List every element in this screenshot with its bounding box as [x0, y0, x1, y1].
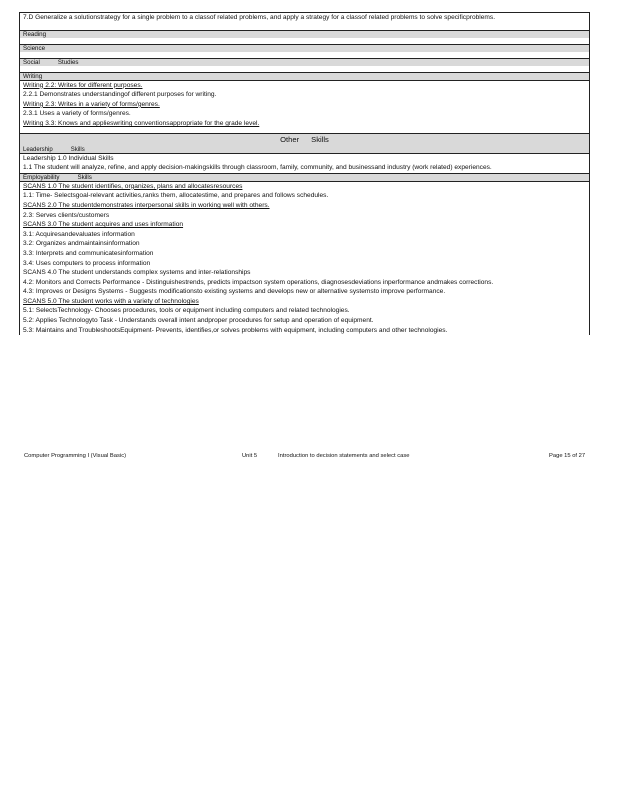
- employability-skill-item: SCANS 1.0 The student identifies, organizes, plans and allocatesresources: [23, 182, 243, 190]
- writing-standard-item: 2.2.1 Demonstrates understandingof different purposes for writing.: [23, 91, 217, 99]
- footer-unit-title: Introduction to decision statements and select case: [278, 453, 410, 459]
- writing-header: Writing: [20, 72, 589, 81]
- footer-course: Computer Programming I (Visual Basic): [24, 453, 127, 459]
- employability-skill-item: SCANS 3.0 The student acquires and uses information: [23, 221, 184, 229]
- employability-skill-item: SCANS 5.0 The student works with a variety of technologies: [23, 297, 199, 305]
- employability-skill-item: 3.1: Acquiresandevaluates information: [23, 230, 135, 238]
- writing-standard-item: Writing 3.3: Knows and applieswriting conventionsappropriate for the grade level.: [23, 119, 260, 127]
- science-header: Science: [20, 44, 589, 52]
- employability-skill-item: 3.2: Organizes andmaintainsinformation: [23, 240, 140, 248]
- leadership-list: [20, 153, 589, 173]
- writing-standard-item: Writing 2.2: Writes for different purposes.: [23, 81, 143, 89]
- employability-skill-item: 4.3: Improves or Designs Systems - Suggests modificationsto existing systems and develops new or alternative systemsto improve performance.: [23, 288, 446, 296]
- reading-header: Reading: [20, 30, 589, 38]
- leadership-skill-item: 1.1 The student will analyze, refine, and apply decision-makingskills through classroom, family, community, and businessand industry (work related) experiences.: [23, 164, 492, 172]
- employability-skill-item: SCANS 4.0 The student understands complex systems and inter-relationships: [23, 269, 251, 277]
- employability-skill-item: 3.4: Uses computers to process information: [23, 259, 151, 267]
- standard-7d-text: 7.D Generalize a solutionstrategy for a single problem to a classof related problems, and apply a strategy for a classof related problems to solve specificproblems.: [20, 12, 589, 23]
- employability-skill-item: 2.3: Serves clients/customers: [23, 211, 110, 219]
- other-skills-header: Other Skills Leadership Skills: [20, 133, 589, 153]
- footer-page-number: Page 15 of 27: [549, 453, 586, 459]
- social-studies-header: Social Studies: [20, 58, 589, 66]
- footer-unit: Unit 5: [242, 453, 258, 459]
- employability-skill-item: 4.2: Monitors and Corrects Performance - Distinguishestrends, predicts impactson system operations, diagnosesdeviations inperformance andmakes corrections.: [23, 278, 494, 286]
- employability-skill-item: 3.3: Interprets and communicatesinformation: [23, 249, 154, 257]
- writing-list: [20, 81, 589, 129]
- employability-skill-item: SCANS 2.0 The studentdemonstrates interpersonal skills in working well with others.: [23, 201, 270, 209]
- employability-header: Employability Skills: [20, 173, 589, 182]
- writing-standard-item: 2.3.1 Uses a variety of forms/genres.: [23, 110, 131, 118]
- employability-skill-item: 5.3: Maintains and TroubleshootsEquipment- Prevents, identifies,or solves problems with equipment, including computers and other technologies.: [23, 326, 448, 334]
- leadership-skill-item: Leadership 1.0 Individual Skills: [23, 154, 114, 162]
- leadership-header: Leadership Skills: [23, 146, 85, 153]
- standards-table: [19, 12, 590, 335]
- employability-skill-item: 5.2: Applies Technologyto Task - Understands overall intent andproper procedures for setup and operation of equipment.: [23, 317, 374, 325]
- employability-skill-item: 1.1: Time- Selectsgoal-relevant activities,ranks them, allocatestime, and prepares and follows schedules.: [23, 192, 329, 200]
- writing-standard-item: Writing 2.3: Writes in a variety of forms/genres.: [23, 100, 160, 108]
- employability-skill-item: 5.1: SelectsTechnology- Chooses procedures, tools or equipment including computers and related technologies.: [23, 307, 350, 315]
- employability-list: [20, 182, 589, 336]
